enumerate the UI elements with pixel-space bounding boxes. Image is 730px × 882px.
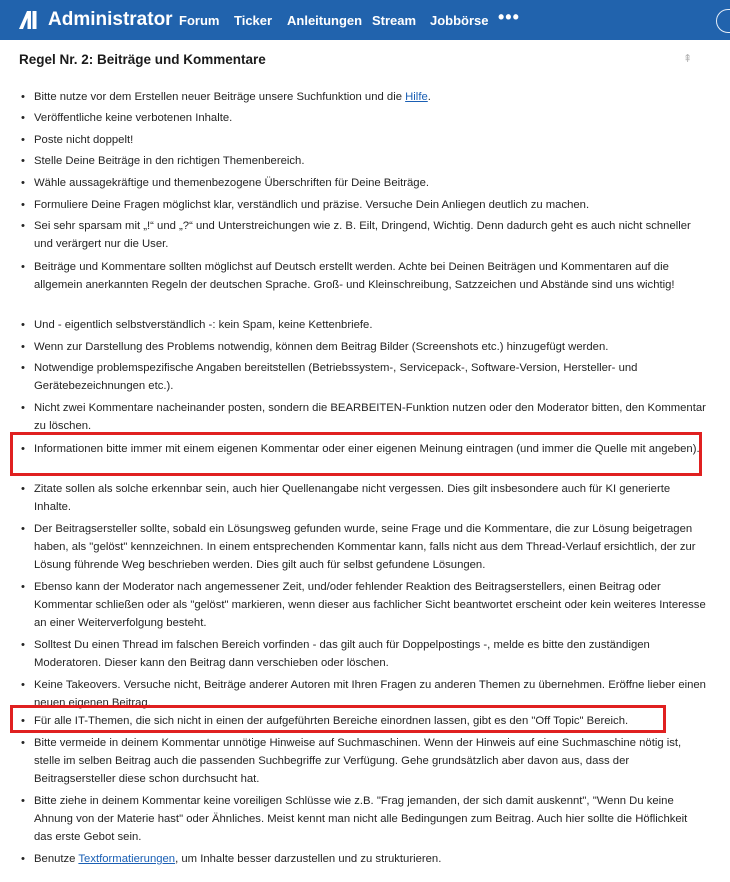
pin-icon[interactable]: ⇞ <box>683 53 693 65</box>
bullet-icon: • <box>21 523 25 535</box>
rules-content <box>0 40 730 882</box>
rule-text-before: Bitte nutze vor dem Erstellen neuer Beiträge unsere Suchfunktion und die <box>34 91 406 103</box>
rule-text: Und - eigentlich selbstverständlich -: kein Spam, keine Kettenbriefe. <box>34 319 373 331</box>
rule-text: Bitte vermeide in deinem Kommentar unnötige Hinweise auf Suchmaschinen. Wenn der Hinweis auf eine Suchmaschine nötig ist, stelle im selben Beitrag auch die passenden Suchbegriffe zur Verfügung. Gehe grundsätzlich aber davon aus, dass der Beitragsersteller diese schon durchsucht hat. <box>34 737 682 785</box>
rule-text <box>34 850 706 868</box>
nav-anleitungen[interactable]: Anleitungen <box>287 13 363 28</box>
bullet-icon: • <box>21 177 25 189</box>
rule-text: Wähle aussagekräftige und themenbezogene Überschriften für Deine Beiträge. <box>34 177 429 189</box>
rule-text-before: Benutze <box>34 853 79 865</box>
rule-text: Wenn zur Darstellung des Problems notwendig, können dem Beitrag Bilder (Screenshots etc.) hinzugefügt werden. <box>34 341 609 353</box>
rule-text: Ebenso kann der Moderator nach angemessener Zeit, und/oder fehlender Reaktion des Beitragserstellers, einen Beitrag oder Kommentar schließen oder als "gelöst" markieren, wenn dieser aus fachlicher Sicht beantwortet erscheint oder kein weiteres Interesse an einer Weiterverfolgung besteht. <box>34 581 706 629</box>
bullet-icon: • <box>21 581 25 593</box>
bullet-icon: • <box>21 112 25 124</box>
rule-text <box>34 88 706 106</box>
highlight-box <box>10 705 666 733</box>
bullet-icon: • <box>21 341 25 353</box>
bullet-icon: • <box>21 402 25 414</box>
rule-text: Stelle Deine Beiträge in den richtigen Themenbereich. <box>34 155 305 167</box>
highlight-box <box>10 432 702 476</box>
user-menu-button[interactable] <box>716 9 730 33</box>
rule-text-after: . <box>427 91 431 103</box>
nav-ticker[interactable]: Ticker <box>234 13 273 28</box>
page-title: Regel Nr. 2: Beiträge und Kommentare <box>19 52 266 67</box>
rule-text: Poste nicht doppelt! <box>34 134 134 146</box>
bullet-icon: • <box>21 134 25 146</box>
rule-text: Notwendige problemspezifische Angaben bereitstellen (Betriebssystem-, Servicepack-, Software-Version, Hersteller- und Gerätebezeichnungen etc.). <box>34 362 638 392</box>
more-menu-icon[interactable]: ••• <box>498 7 520 27</box>
rule-text: Keine Takeovers. Versuche nicht, Beiträge anderer Autoren mit Ihren Fragen zu anderen Themen zu übernehmen. Eröffne lieber einen neuen eigenen Beitrag. <box>34 679 706 709</box>
bullet-icon: • <box>21 443 25 455</box>
bullet-icon: • <box>21 737 25 749</box>
rule-text: Für alle IT-Themen, die sich nicht in einen der aufgeführten Bereiche einordnen lassen, gibt es den "Off Topic" Bereich. <box>34 715 629 727</box>
rule-text: Solltest Du einen Thread im falschen Bereich vorfinden - das gilt auch für Doppelpostings -, melde es bitte den zuständigen Moderatoren. Dieser kann den Beitrag dann verschieben oder löschen. <box>34 639 650 669</box>
bullet-icon: • <box>21 261 25 273</box>
nav-jobboerse[interactable]: Jobbörse <box>430 13 489 28</box>
bullet-icon: • <box>21 91 25 103</box>
administrator-logo-icon[interactable] <box>17 9 39 31</box>
rule-text-after: , um Inhalte besser darzustellen und zu strukturieren. <box>175 853 442 865</box>
bullet-icon: • <box>21 795 25 807</box>
bullet-icon: • <box>21 715 25 727</box>
bullet-icon: • <box>21 220 25 232</box>
nav-forum[interactable]: Forum <box>179 13 220 28</box>
rule-text: Nicht zwei Kommentare nacheinander posten, sondern die BEARBEITEN-Funktion nutzen oder den Moderator bitten, den Kommentar zu löschen. <box>34 402 706 432</box>
rule-text: Formuliere Deine Fragen möglichst klar, verständlich und präzise. Versuche Dein Anliegen deutlich zu machen. <box>34 199 590 211</box>
rule-text: Zitate sollen als solche erkennbar sein, auch hier Quellenangabe nicht vergessen. Dies gilt insbesondere auch für KI generierte Inhalte. <box>34 483 671 513</box>
help-link[interactable]: Hilfe <box>405 91 428 103</box>
bullet-icon: • <box>21 483 25 495</box>
bullet-icon: • <box>21 199 25 211</box>
bullet-icon: • <box>21 639 25 651</box>
rule-text: Informationen bitte immer mit einem eigenen Kommentar oder einer eigenen Meinung eintragen (und immer die Quelle mit angeben). <box>34 443 700 455</box>
rule-text: Beiträge und Kommentare sollten möglichst auf Deutsch erstellt werden. Achte bei Deinen Beiträgen und Kommentaren auf die allgemein anerkannten Regeln der deutschen Sprache. Groß- und Kleinschreibung, Satzzeichen und Abstände sind uns wichtig! <box>34 261 675 291</box>
top-navigation-bar <box>0 0 730 40</box>
bullet-icon: • <box>21 853 25 865</box>
bullet-icon: • <box>21 155 25 167</box>
text-formatting-link[interactable]: Textformatierungen <box>78 853 176 865</box>
bullet-icon: • <box>21 319 25 331</box>
rule-text: Sei sehr sparsam mit „!“ und „?“ und Unterstreichungen wie z. B. Eilt, Dringend, Wichtig. Denn dadurch geht es auch nicht schneller und verärgert nur die User. <box>34 220 691 250</box>
rule-text: Der Beitragsersteller sollte, sobald ein Lösungsweg gefunden wurde, seine Frage und die Kommentare, die zur Lösung beigetragen haben, als "gelöst" kennzeichnen. In einem entsprechenden Kommentar kann, falls nicht aus dem Thread-Verlauf ersichtlich, der zur Lösung führende Weg beschrieben werden. Dies gilt auch für selbst gefundene Lösungen. <box>34 523 696 571</box>
nav-stream[interactable]: Stream <box>372 13 417 28</box>
rule-text: Bitte ziehe in deinem Kommentar keine voreiligen Schlüsse wie z.B. "Frag jemanden, der sich damit auskennt", "Wenn Du keine Ahnung von der Materie hast" oder Ähnliches. Meist kennt man nicht alle Bedingungen zum Beitrag. Auch hier sollte die Höflichkeit das erste Gebot sein. <box>34 795 688 843</box>
rule-text: Veröffentliche keine verbotenen Inhalte. <box>34 112 233 124</box>
bullet-icon: • <box>21 679 25 691</box>
brand-title[interactable]: Administrator <box>48 9 173 30</box>
bullet-icon: • <box>21 362 25 374</box>
